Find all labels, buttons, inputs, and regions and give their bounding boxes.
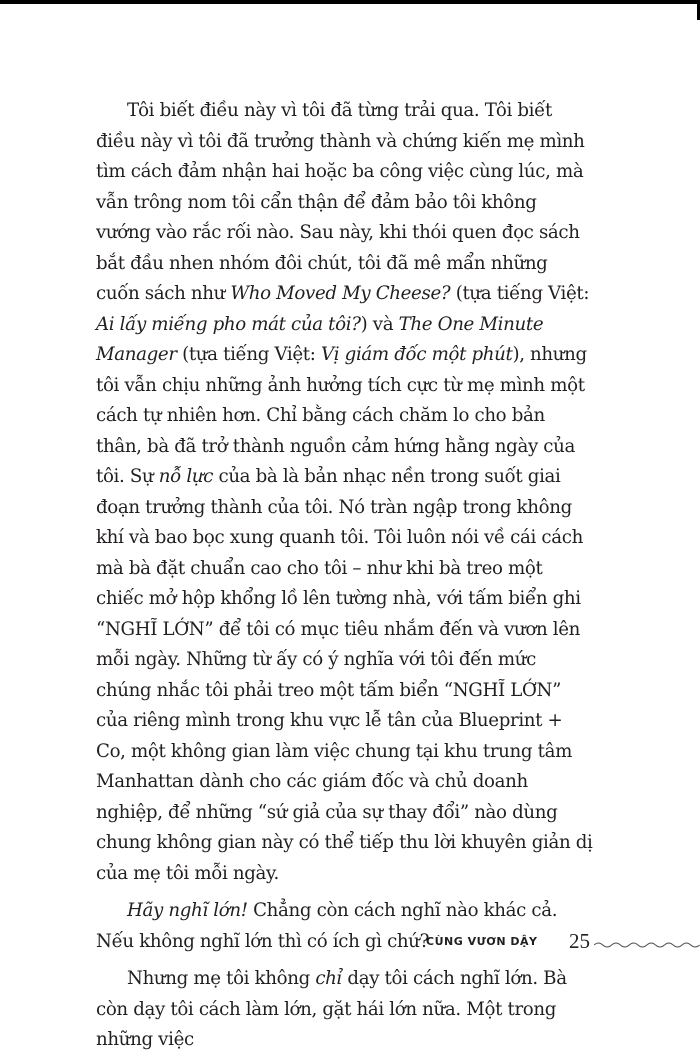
italic-text-run: Hãy nghĩ lớn! xyxy=(127,900,248,921)
italic-text-run: chỉ xyxy=(315,968,342,989)
paragraph-3 xyxy=(96,964,594,1056)
running-head: CÙNG VƯƠN DẬY xyxy=(426,935,538,948)
text-run: (tựa tiếng Việt: xyxy=(176,344,321,365)
italic-text-run: The One Minute Manager xyxy=(96,313,544,365)
italic-text-run: Vị giám đốc một phút xyxy=(320,344,513,365)
wave-ornament-icon xyxy=(594,940,700,950)
text-run: Chẳng còn cách nghĩ nào khác cả. Nếu không nghĩ lớn thì có ích gì chứ? xyxy=(96,900,558,952)
body-text xyxy=(96,96,594,1056)
paragraph-1 xyxy=(96,96,594,889)
italic-text-run: Who Moved My Cheese? xyxy=(230,283,451,304)
text-run: (tựa tiếng Việt: xyxy=(450,283,590,304)
text-run: dạy tôi cách nghĩ lớn. Bà còn dạy tôi cách làm lớn, gặt hái lớn nữa. Một trong những việc xyxy=(96,968,567,1050)
page-top-edge xyxy=(0,0,700,4)
page-footer xyxy=(426,930,700,960)
page-number: 25 xyxy=(569,929,590,953)
text-run: ) và xyxy=(360,313,399,335)
italic-text-run: nỗ lực xyxy=(158,466,214,487)
text-run: Nhưng mẹ tôi không xyxy=(127,968,316,989)
text-run: của bà là bản nhạc nền trong suốt giai đoạn trưởng thành của tôi. Nó tràn ngập trong không khí và bao bọc xung quanh tôi. Tôi luôn nói về cái cách mà bà đặt chuẩn cao cho tôi – như khi bà treo một chiếc mở hộp khổng lồ lên tường nhà, với tấm biển ghi “NGHĨ LỚN” để tôi có mục tiêu nhắm đến và vươn lên mỗi ngày. Những từ ấy có ý nghĩa với tôi đến mức chúng nhắc tôi phải treo một tấm biển “NGHĨ LỚN” của riêng mình trong khu vực lễ tân của Blueprint + Co, một không gian làm việc chung tại khu trung tâm Manhattan dành cho các giám đốc và chủ doanh nghiệp, để những “sứ giả của sự thay đổi” nào dùng chung không gian này có thể tiếp thu lời khuyên giản dị của mẹ tôi mỗi ngày. xyxy=(96,466,593,884)
text-run: ), nhưng tôi vẫn chịu những ảnh hưởng tích cực từ mẹ mình một cách tự nhiên hơn. Chỉ bằng cách chăm lo cho bản thân, bà đã trở thành nguồn cảm hứng hằng ngày của tôi. Sự xyxy=(96,344,587,487)
text-run: Tôi biết điều này vì tôi đã từng trải qua. Tôi biết điều này vì tôi đã trưởng thành và chứng kiến mẹ mình tìm cách đảm nhận hai hoặc ba công việc cùng lúc, mà vẫn trông nom tôi cẩn thận để đảm bảo tôi không vướng vào rắc rối nào. Sau này, khi thói quen đọc sách bắt đầu nhen nhóm đôi chút, tôi đã mê mẩn những cuốn sách như xyxy=(96,100,585,304)
italic-text-run: Ai lấy miếng pho mát của tôi? xyxy=(96,313,361,335)
